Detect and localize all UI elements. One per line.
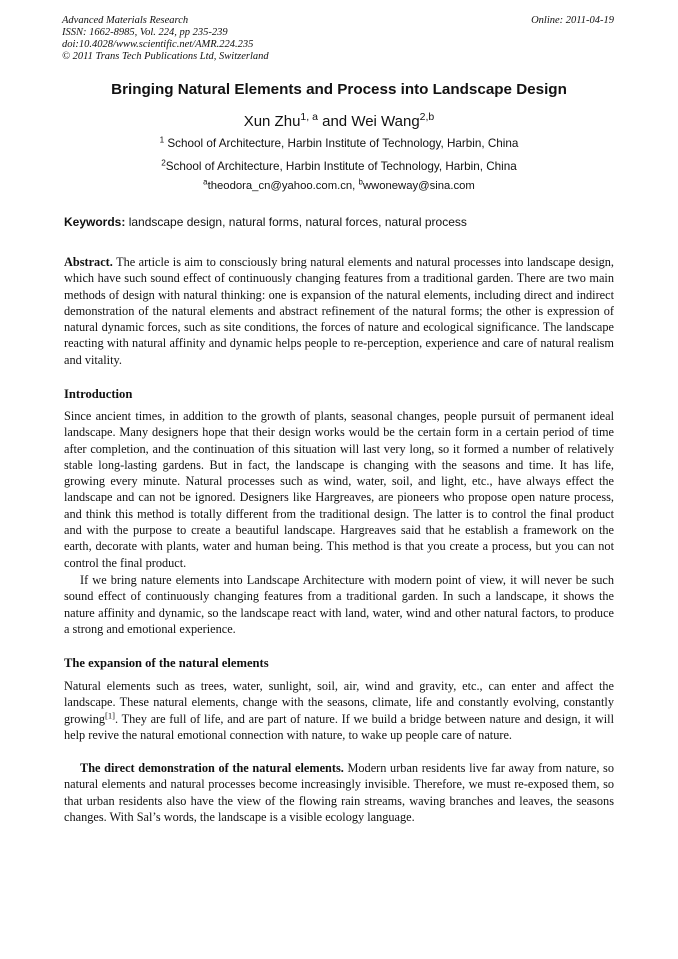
- section-heading-introduction: Introduction: [64, 387, 133, 401]
- online-date: Online: 2011-04-19: [531, 15, 614, 26]
- author-sup: 1, a: [300, 111, 318, 124]
- author-line: [0, 113, 678, 130]
- keywords-label: Keywords:: [64, 215, 126, 229]
- affiliation-sup: 2: [161, 158, 166, 168]
- author-sup: 2,b: [419, 111, 435, 124]
- email-sup: a: [203, 177, 208, 187]
- author-conjunction: and: [317, 113, 352, 130]
- paragraph: [64, 760, 614, 825]
- paragraph: Since ancient times, in addition to the growth of plants, seasonal changes, people pursuit of permanent ideal landscape. Many designers hope that their design works would be the certain form in a certain period of time after completion, and the continuation of this situation will last very long, so it formed a number of relatively stable long-lasting gardens. But in fact, the landscape is changing with the seasons and time. It has life, growing every minute. Natural processes such as wind, water, soil, and light, etc., have always effect the landscape and can not be ignored. Designers like Hargreaves, are pioneers who propose open nature process, and think this method is totally different from the traditional design. The latter is to control the final product and with the purpose to create a beautiful landscape. Hargreaves said that he establish a framework on the earth, decorate with plants, water and human being. This method is that you create a process, but you can not control the final product.: [64, 409, 614, 570]
- paragraph-text: . They are full of life, and are part of nature. If we build a bridge between nature and design, it will help revive the natural emotional connection with nature, to wake up people care of nature.: [64, 711, 614, 742]
- journal-header: [62, 15, 269, 63]
- abstract: [64, 254, 614, 368]
- issn-line: ISSN: 1662-8985, Vol. 224, pp 235-239: [62, 27, 228, 38]
- affiliation-2: [0, 160, 678, 173]
- abstract-label: Abstract.: [64, 255, 113, 269]
- journal-name: Advanced Materials Research: [62, 15, 189, 26]
- affiliation-sup: 1: [159, 135, 165, 145]
- paragraph: If we bring nature elements into Landscape Architecture with modern point of view, it will never be such sound effect of continuously changing features from a traditional garden. In such a landscape, it shows the nature affinity and dynamic, so the landscape react with land, water, wind and other natural factors, to produce a strong and emotional experience.: [64, 573, 614, 636]
- email-link: theodora_cn@yahoo.com.cn,: [207, 180, 359, 192]
- affiliation-1: [0, 137, 678, 150]
- doi-line: doi:10.4028/www.scientific.net/AMR.224.235: [62, 39, 254, 50]
- paragraph: [64, 678, 614, 743]
- abstract-text: The article is aim to consciously bring natural elements and natural processes into landscape design, which have such sound effect of continuously changing features from a traditional garden. There are two main methods of design with natural thinking: one is expansion of the natural elements, including direct and indirect demonstration of the natural elements and abstract refinement of the natural forms; the other is expression of natural dynamic forces, such as site conditions, the forces of nature and ecological significance. The landscape reacting with natural affinity and dynamic helps people to re-perception, experience and care of natural realism and vitality.: [64, 255, 614, 367]
- keywords: [64, 215, 616, 229]
- keywords-text: landscape design, natural forms, natural forces, natural process: [125, 215, 467, 229]
- affiliation-text: School of Architecture, Harbin Institute of Technology, Harbin, China: [164, 137, 519, 150]
- citation-ref: [1]: [105, 709, 116, 720]
- copyright-line: © 2011 Trans Tech Publications Ltd, Switzerland: [62, 51, 269, 62]
- paper-title: Bringing Natural Elements and Process into Landscape Design: [111, 81, 567, 98]
- author-name: Xun Zhu: [243, 113, 301, 130]
- inline-heading: The direct demonstration of the natural elements.: [80, 761, 344, 775]
- email-link: wwoneway@sina.com: [362, 180, 475, 192]
- email-line: [0, 177, 678, 192]
- email-sup: b: [358, 177, 363, 187]
- affiliation-text: School of Architecture, Harbin Institute of Technology, Harbin, China: [165, 160, 517, 173]
- paragraph-text: Natural elements such as trees, water, sunlight, soil, air, wind and gravity, etc., can enter and affect the landscape. These natural elements, change with the seasons, climate, life and constantly evolving, constantly growing: [64, 679, 614, 726]
- paragraph-text: Modern urban residents live far away from nature, so natural elements and natural processes become increasingly invisible. Therefore, we must re-exposed them, so that urban residents also have the view of the flowing rain streams, waving branches and leaves, the seasons changes. With Sal’s words, the landscape is a visible ecology language.: [64, 761, 614, 824]
- author-name: Wei Wang: [351, 113, 420, 130]
- section-heading-expansion: The expansion of the natural elements: [64, 656, 269, 670]
